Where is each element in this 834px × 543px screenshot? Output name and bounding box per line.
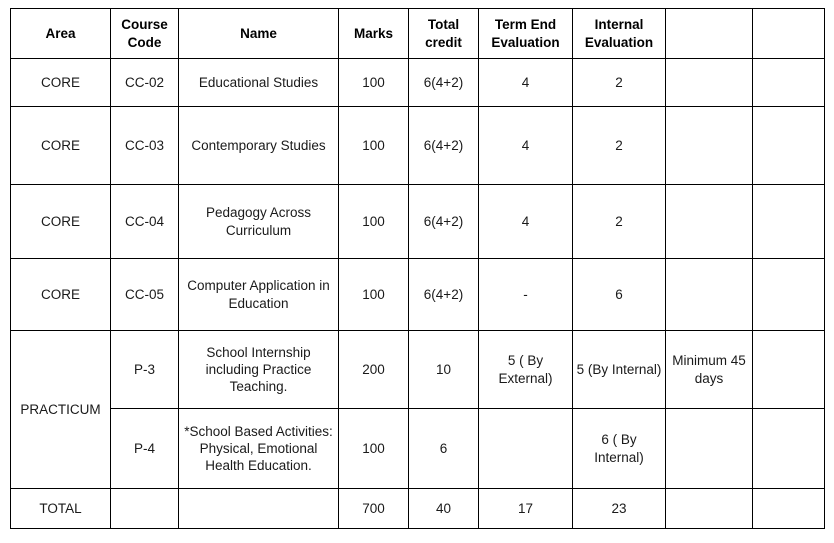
column-header-term-end-evaluation <box>479 9 573 59</box>
cell-total-credit: 40 <box>409 489 479 529</box>
cell-area: CORE <box>11 259 111 331</box>
cell-total-extra-1 <box>666 489 753 529</box>
cell-extra-1 <box>666 185 753 259</box>
cell-name: *School Based Activities: Physical, Emotional Health Education. <box>179 409 339 489</box>
table-row <box>11 409 825 489</box>
internal-line-2: Evaluation <box>584 34 654 50</box>
cell-extra-2 <box>753 259 825 331</box>
cell-internal-evaluation: 5 (By Internal) <box>573 331 666 409</box>
column-header-marks: Marks <box>339 9 409 59</box>
header-row <box>11 9 825 59</box>
table-row-total <box>11 489 825 529</box>
term-end-line-2: Evaluation <box>491 34 560 50</box>
cell-name: School Internship including Practice Teaching. <box>179 331 339 409</box>
cell-total-credit: 6(4+2) <box>409 259 479 331</box>
column-header-area: Area <box>11 9 111 59</box>
cell-extra-2 <box>753 409 825 489</box>
cell-marks: 100 <box>339 409 409 489</box>
cell-marks: 100 <box>339 259 409 331</box>
cell-internal-evaluation: 2 <box>573 107 666 185</box>
column-header-name: Name <box>179 9 339 59</box>
cell-extra-1 <box>666 259 753 331</box>
cell-internal-evaluation: 6 ( By Internal) <box>573 409 666 489</box>
cell-term-end-evaluation <box>479 409 573 489</box>
cell-marks: 100 <box>339 107 409 185</box>
cell-total-credit: 6(4+2) <box>409 107 479 185</box>
table-row <box>11 59 825 107</box>
cell-marks: 100 <box>339 185 409 259</box>
cell-total-extra-2 <box>753 489 825 529</box>
cell-total-term-end-evaluation: 17 <box>479 489 573 529</box>
cell-area: CORE <box>11 59 111 107</box>
total-credit-line-2: credit <box>425 34 462 50</box>
cell-internal-evaluation: 6 <box>573 259 666 331</box>
course-code-line-2: Code <box>127 34 162 50</box>
cell-name: Contemporary Studies <box>179 107 339 185</box>
cell-marks: 100 <box>339 59 409 107</box>
cell-course-code: CC-05 <box>111 259 179 331</box>
cell-term-end-evaluation: 4 <box>479 185 573 259</box>
cell-internal-evaluation: 2 <box>573 185 666 259</box>
cell-term-end-evaluation: 4 <box>479 59 573 107</box>
cell-course-code: CC-03 <box>111 107 179 185</box>
cell-internal-evaluation: 2 <box>573 59 666 107</box>
cell-area: CORE <box>11 107 111 185</box>
cell-extra-2 <box>753 185 825 259</box>
cell-course-code: P-3 <box>111 331 179 409</box>
cell-total-name <box>179 489 339 529</box>
cell-extra-2 <box>753 59 825 107</box>
column-header-course-code <box>111 9 179 59</box>
cell-extra-2 <box>753 107 825 185</box>
course-structure-table <box>10 8 825 529</box>
cell-total-course-code <box>111 489 179 529</box>
cell-area: CORE <box>11 185 111 259</box>
cell-total-label: TOTAL <box>11 489 111 529</box>
table-header <box>11 9 825 59</box>
column-header-extra-2 <box>753 9 825 59</box>
total-credit-line-1: Total <box>427 17 460 33</box>
cell-term-end-evaluation: 4 <box>479 107 573 185</box>
cell-total-marks: 700 <box>339 489 409 529</box>
cell-course-code: P-4 <box>111 409 179 489</box>
cell-extra-1 <box>666 409 753 489</box>
cell-course-code: CC-04 <box>111 185 179 259</box>
table-row <box>11 185 825 259</box>
cell-extra-1 <box>666 107 753 185</box>
cell-area-practicum: PRACTICUM <box>11 331 111 489</box>
cell-extra-1 <box>666 59 753 107</box>
cell-extra-2 <box>753 331 825 409</box>
column-header-extra-1 <box>666 9 753 59</box>
table-row <box>11 107 825 185</box>
cell-extra-1: Minimum 45 days <box>666 331 753 409</box>
column-header-total-credit <box>409 9 479 59</box>
term-end-line-1: Term End <box>494 17 557 33</box>
cell-total-credit: 6 <box>409 409 479 489</box>
table-body <box>11 59 825 529</box>
cell-name: Pedagogy Across Curriculum <box>179 185 339 259</box>
internal-line-1: Internal <box>594 17 644 33</box>
cell-term-end-evaluation: - <box>479 259 573 331</box>
table-row <box>11 331 825 409</box>
cell-name: Computer Application in Education <box>179 259 339 331</box>
cell-marks: 200 <box>339 331 409 409</box>
column-header-internal-evaluation <box>573 9 666 59</box>
cell-total-credit: 6(4+2) <box>409 185 479 259</box>
cell-term-end-evaluation: 5 ( By External) <box>479 331 573 409</box>
cell-course-code: CC-02 <box>111 59 179 107</box>
cell-total-credit: 10 <box>409 331 479 409</box>
course-code-line-1: Course <box>121 17 168 33</box>
cell-name: Educational Studies <box>179 59 339 107</box>
cell-total-internal-evaluation: 23 <box>573 489 666 529</box>
table-row <box>11 259 825 331</box>
cell-total-credit: 6(4+2) <box>409 59 479 107</box>
